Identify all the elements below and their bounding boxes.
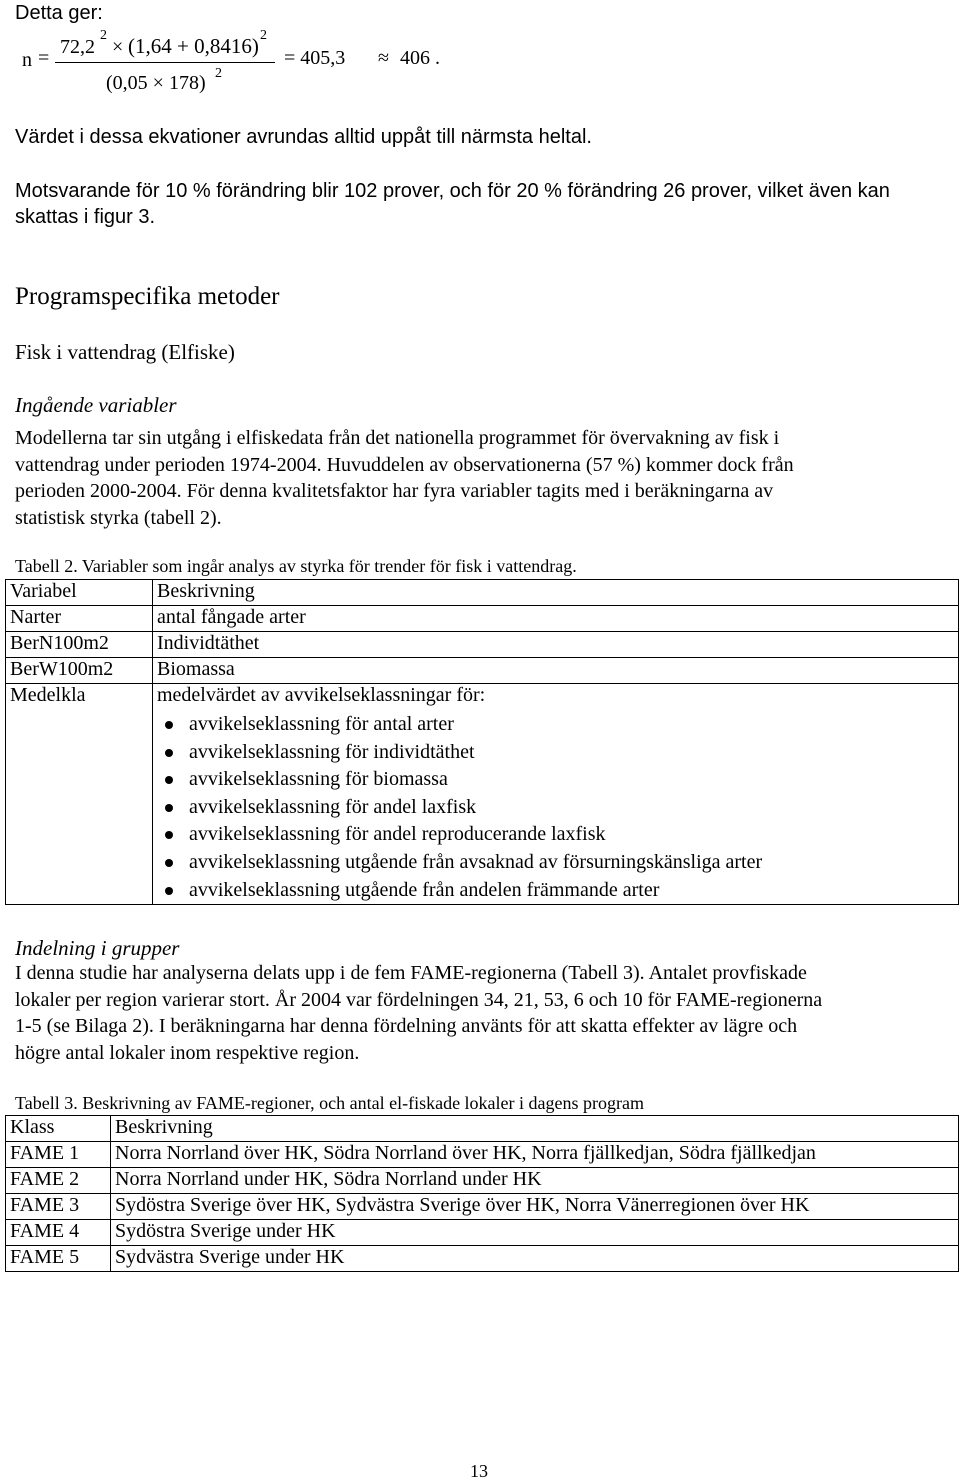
- table-header-row: [6, 580, 959, 606]
- rounding-paragraph: Värdet i dessa ekvationer avrundas alltid uppåt till närmsta heltal.: [15, 126, 592, 148]
- table-row: [6, 1194, 959, 1220]
- table-header-cell: Beskrivning: [153, 580, 959, 606]
- list-item: avvikelseklassning för biomassa: [189, 766, 958, 794]
- list-item: avvikelseklassning för individtäthet: [189, 739, 958, 767]
- model-paragraph-line: perioden 2000-2004. För denna kvalitetsfaktor har fyra variabler tagits med i beräkningarna av: [15, 480, 774, 502]
- model-paragraph-line: statistisk styrka (tabell 2).: [15, 506, 222, 529]
- table-cell: FAME 1: [6, 1142, 111, 1168]
- table-cell: Sydvästra Sverige under HK: [111, 1246, 959, 1272]
- grupper-paragraph-line: högre antal lokaler inom respektive region.: [15, 1041, 360, 1064]
- equation-numerator-paren: (1,64 + 0,8416): [128, 34, 259, 58]
- equation-numerator-base: 72,2: [60, 36, 95, 58]
- table-row: [6, 606, 959, 632]
- section-heading-program: Programspecifika metoder: [15, 283, 280, 310]
- table-row: [6, 658, 959, 684]
- table-cell: BerN100m2: [6, 632, 153, 658]
- equation-numerator-paren-exp: 2: [260, 28, 267, 43]
- table-cell-medelkla: [153, 684, 959, 905]
- list-item: avvikelseklassning för antal arter: [189, 711, 958, 739]
- table-cell: BerW100m2: [6, 658, 153, 684]
- equation-approx: ≈: [378, 47, 389, 69]
- table-3-caption: Tabell 3. Beskrivning av FAME-regioner, och antal el-fiskade lokaler i dagens program: [15, 1093, 644, 1113]
- model-paragraph-line: vattendrag under perioden 1974-2004. Huvuddelen av observationerna (57 %) kommer dock från: [15, 453, 794, 476]
- equation-denominator-exp: 2: [215, 66, 222, 81]
- table-header-cell: Variabel: [6, 580, 153, 606]
- equation-equals-1: =: [38, 47, 50, 69]
- equation-times-1: ×: [112, 36, 124, 58]
- table-row: [6, 1220, 959, 1246]
- table-cell: antal fångade arter: [153, 606, 959, 632]
- equation-lhs: n: [22, 49, 32, 71]
- table-cell: Biomassa: [153, 658, 959, 684]
- equivalent-paragraph-line-1: Motsvarande för 10 % förändring blir 102 prover, och för 20 % förändring 26 prover, vilket även kan: [15, 180, 890, 202]
- intro-label: Detta ger:: [15, 2, 103, 24]
- table-cell: Norra Norrland under HK, Södra Norrland under HK: [111, 1168, 959, 1194]
- equation-denominator: (0,05 × 178): [106, 72, 206, 94]
- subheading-grupper: Indelning i grupper: [15, 936, 180, 960]
- grupper-paragraph: [15, 960, 822, 1066]
- list-item: avvikelseklassning utgående från andelen främmande arter: [189, 877, 958, 905]
- subheading-variabler: Ingående variabler: [15, 393, 177, 417]
- equation-numerator-exp: 2: [100, 28, 107, 43]
- table-cell: FAME 2: [6, 1168, 111, 1194]
- table-cell: Individtäthet: [153, 632, 959, 658]
- grupper-paragraph-line: 1-5 (se Bilaga 2). I beräkningarna har denna fördelning använts för att skatta effekter av lägre och: [15, 1015, 798, 1037]
- table-cell: FAME 4: [6, 1220, 111, 1246]
- equation-fraction-bar: [55, 62, 275, 63]
- table-cell: FAME 3: [6, 1194, 111, 1220]
- table-cell: Medelkla: [6, 684, 153, 905]
- table-cell: Narter: [6, 606, 153, 632]
- grupper-paragraph-line: lokaler per region varierar stort. År 2004 var fördelningen 34, 21, 53, 6 och 10 för FAME-regionerna: [15, 988, 823, 1011]
- table-cell: Sydöstra Sverige under HK: [111, 1220, 959, 1246]
- equation-equals-2: = 405,3: [284, 47, 346, 69]
- table-row: [6, 1142, 959, 1168]
- table-2-caption: Tabell 2. Variabler som ingår analys av styrka för trender för fisk i vattendrag.: [15, 556, 577, 576]
- table-row: [6, 1168, 959, 1194]
- equivalent-paragraph-line-2: skattas i figur 3.: [15, 206, 156, 228]
- medelkla-description: medelvärdet av avvikelseklassningar för:: [157, 684, 486, 706]
- table-row: [6, 632, 959, 658]
- table-cell: Norra Norrland över HK, Södra Norrland över HK, Norra fjällkedjan, Södra fjällkedjan: [111, 1142, 959, 1168]
- table-header-cell: Beskrivning: [111, 1116, 959, 1142]
- medelkla-bullet-list: [157, 711, 958, 904]
- table-2: [5, 579, 959, 905]
- table-cell: Sydöstra Sverige över HK, Sydvästra Sverige över HK, Norra Vänerregionen över HK: [111, 1194, 959, 1220]
- table-header-row: [6, 1116, 959, 1142]
- table-3: [5, 1115, 959, 1272]
- table-cell: FAME 5: [6, 1246, 111, 1272]
- subsection-heading-fisk: Fisk i vattendrag (Elfiske): [15, 340, 235, 364]
- model-paragraph: [15, 425, 794, 531]
- page-number: 13: [470, 1461, 488, 1481]
- equation-result: 406 .: [400, 47, 440, 69]
- list-item: avvikelseklassning utgående från avsaknad av försurningskänsliga arter: [189, 849, 958, 877]
- table-row: [6, 684, 959, 905]
- grupper-paragraph-line: I denna studie har analyserna delats upp i de fem FAME-regionerna (Tabell 3). Antalet provfiskade: [15, 962, 807, 984]
- table-header-cell: Klass: [6, 1116, 111, 1142]
- list-item: avvikelseklassning för andel laxfisk: [189, 794, 958, 822]
- list-item: avvikelseklassning för andel reproducerande laxfisk: [189, 821, 958, 849]
- table-row: [6, 1246, 959, 1272]
- model-paragraph-line: Modellerna tar sin utgång i elfiskedata från det nationella programmet för övervakning av fisk i: [15, 427, 780, 449]
